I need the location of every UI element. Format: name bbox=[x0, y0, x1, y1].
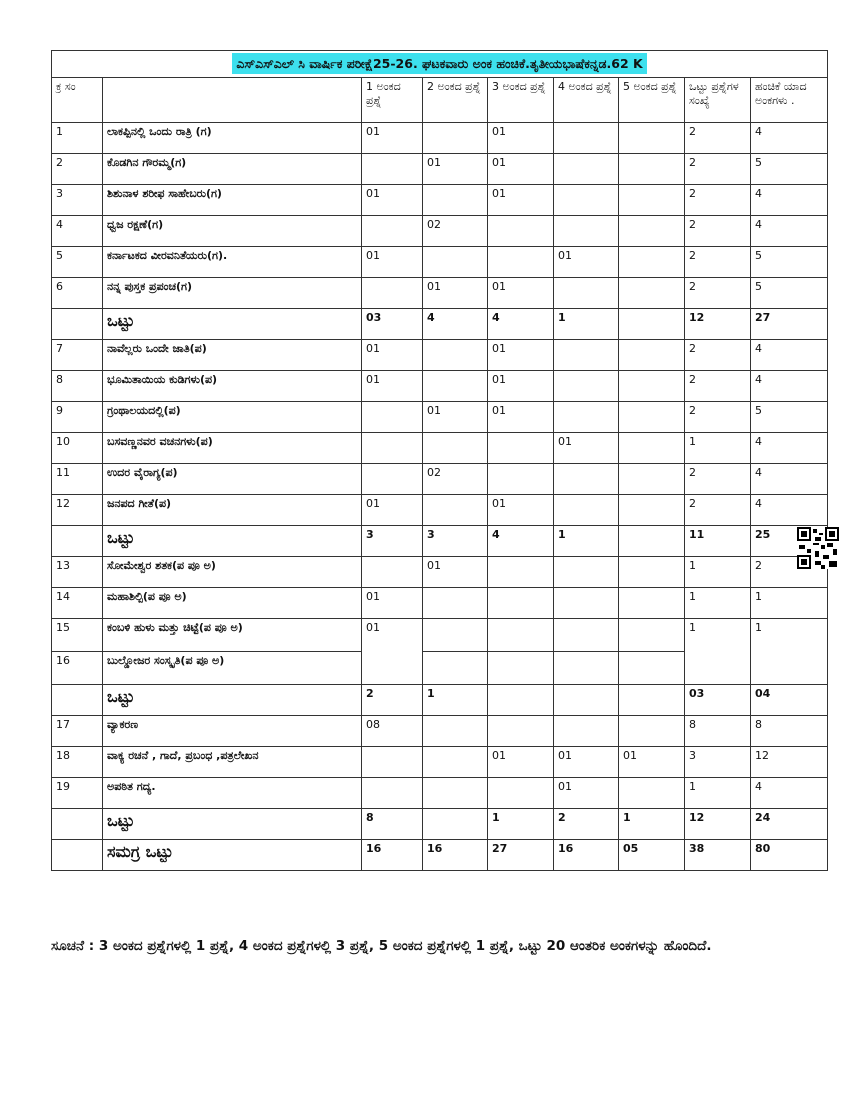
four-mark-cell: 2 bbox=[554, 809, 619, 840]
allotted-marks-cell: 4 bbox=[751, 464, 828, 495]
total-questions-cell: 2 bbox=[685, 154, 751, 185]
three-mark-cell bbox=[488, 464, 554, 495]
allotted-marks-cell: 27 bbox=[751, 309, 828, 340]
total-questions-cell: 2 bbox=[685, 216, 751, 247]
allotted-marks-cell: 24 bbox=[751, 809, 828, 840]
one-mark-cell bbox=[362, 778, 423, 809]
three-mark-cell: 01 bbox=[488, 154, 554, 185]
five-mark-cell bbox=[619, 685, 685, 716]
five-mark-cell bbox=[619, 123, 685, 154]
total-questions-cell: 2 bbox=[685, 185, 751, 216]
total-questions-cell: 2 bbox=[685, 402, 751, 433]
unit-name: ಲಾಕಪ್ಪಿನಲ್ಲಿ ಒಂದು ರಾತ್ರಿ (ಗ) bbox=[103, 123, 362, 154]
five-mark-cell bbox=[619, 778, 685, 809]
subtotal-row bbox=[52, 809, 828, 840]
serial-number: 8 bbox=[52, 371, 103, 402]
total-questions-cell: 38 bbox=[685, 840, 751, 871]
three-mark-cell bbox=[488, 778, 554, 809]
unit-name: ನನ್ನ ಪುಸ್ತಕ ಪ್ರಪಂಚ(ಗ) bbox=[103, 278, 362, 309]
two-mark-cell bbox=[423, 247, 488, 278]
table-row bbox=[52, 588, 828, 619]
unit-name: ಶಿಶುನಾಳ ಶರೀಫ ಸಾಹೇಬರು(ಗ) bbox=[103, 185, 362, 216]
total-questions-cell: 1 bbox=[685, 557, 751, 588]
five-mark-cell bbox=[619, 495, 685, 526]
total-questions-cell: 11 bbox=[685, 526, 751, 557]
serial-number: 4 bbox=[52, 216, 103, 247]
three-mark-cell: 01 bbox=[488, 185, 554, 216]
one-mark-cell: 16 bbox=[362, 840, 423, 871]
allotted-marks-cell: 80 bbox=[751, 840, 828, 871]
one-mark-cell: 08 bbox=[362, 716, 423, 747]
one-mark-cell bbox=[362, 216, 423, 247]
five-mark-cell bbox=[619, 340, 685, 371]
one-mark-cell: 01 bbox=[362, 588, 423, 619]
two-mark-cell bbox=[423, 619, 488, 652]
unit-name: ಗ್ರಂಥಾಲಯದಲ್ಲಿ(ಪ) bbox=[103, 402, 362, 433]
unit-name: ವಾಕ್ಯ ರಚನೆ , ಗಾದೆ, ಪ್ರಬಂಧ ,ಪತ್ರಲೇಖನ bbox=[103, 747, 362, 778]
serial-number: 1 bbox=[52, 123, 103, 154]
serial-number bbox=[52, 840, 103, 871]
table-row bbox=[52, 154, 828, 185]
unit-name: ಮಹಾಶಿಲ್ಪಿ(ಪ ಪೂ ಅ) bbox=[103, 588, 362, 619]
one-mark-cell: 8 bbox=[362, 809, 423, 840]
allotted-marks-cell: 4 bbox=[751, 495, 828, 526]
total-questions-cell: 2 bbox=[685, 464, 751, 495]
five-mark-cell bbox=[619, 619, 685, 652]
total-questions-cell: 2 bbox=[685, 123, 751, 154]
four-mark-cell bbox=[554, 371, 619, 402]
unit-name: ಕರ್ನಾಟಕದ ವೀರವನಿತೆಯರು(ಗ). bbox=[103, 247, 362, 278]
one-mark-cell: 2 bbox=[362, 685, 423, 716]
three-mark-cell bbox=[488, 619, 554, 652]
three-mark-cell: 01 bbox=[488, 340, 554, 371]
three-mark-cell: 01 bbox=[488, 371, 554, 402]
unit-name: ಉದರ ವೈರಾಗ್ಯ(ಪ) bbox=[103, 464, 362, 495]
five-mark-cell bbox=[619, 716, 685, 747]
total-questions-cell: 12 bbox=[685, 809, 751, 840]
header-5-mark: 5 ಅಂಕದ ಪ್ರಶ್ನೆ bbox=[619, 78, 685, 123]
header-unit bbox=[103, 78, 362, 123]
table-row bbox=[52, 619, 828, 652]
total-questions-cell: 12 bbox=[685, 309, 751, 340]
three-mark-cell: 27 bbox=[488, 840, 554, 871]
table-row bbox=[52, 371, 828, 402]
total-questions-cell: 2 bbox=[685, 495, 751, 526]
three-mark-cell bbox=[488, 433, 554, 464]
subtotal-row bbox=[52, 526, 828, 557]
five-mark-cell bbox=[619, 433, 685, 464]
two-mark-cell bbox=[423, 716, 488, 747]
total-questions-cell: 03 bbox=[685, 685, 751, 716]
serial-number: 18 bbox=[52, 747, 103, 778]
two-mark-cell: 02 bbox=[423, 216, 488, 247]
total-questions-cell: 3 bbox=[685, 747, 751, 778]
three-mark-cell: 01 bbox=[488, 123, 554, 154]
serial-number: 13 bbox=[52, 557, 103, 588]
four-mark-cell bbox=[554, 685, 619, 716]
table-row bbox=[52, 216, 828, 247]
five-mark-cell bbox=[619, 309, 685, 340]
five-mark-cell bbox=[619, 185, 685, 216]
serial-number: 15 bbox=[52, 619, 103, 652]
four-mark-cell bbox=[554, 716, 619, 747]
serial-number: 6 bbox=[52, 278, 103, 309]
allotted-marks-cell: 4 bbox=[751, 123, 828, 154]
allotted-marks-cell: 8 bbox=[751, 716, 828, 747]
four-mark-cell: 01 bbox=[554, 433, 619, 464]
serial-number bbox=[52, 309, 103, 340]
serial-number: 9 bbox=[52, 402, 103, 433]
table-row bbox=[52, 557, 828, 588]
allotted-marks-cell: 1 bbox=[751, 619, 828, 685]
two-mark-cell bbox=[423, 371, 488, 402]
four-mark-cell: 01 bbox=[554, 778, 619, 809]
five-mark-cell bbox=[619, 652, 685, 685]
allotted-marks-cell: 25 bbox=[751, 526, 828, 557]
five-mark-cell bbox=[619, 588, 685, 619]
serial-number: 5 bbox=[52, 247, 103, 278]
five-mark-cell bbox=[619, 464, 685, 495]
four-mark-cell: 01 bbox=[554, 247, 619, 278]
three-mark-cell bbox=[488, 247, 554, 278]
three-mark-cell bbox=[488, 557, 554, 588]
two-mark-cell: 01 bbox=[423, 402, 488, 433]
one-mark-cell: 01 bbox=[362, 495, 423, 526]
allotted-marks-cell: 2 bbox=[751, 557, 828, 588]
one-mark-cell: 03 bbox=[362, 309, 423, 340]
four-mark-cell bbox=[554, 340, 619, 371]
total-questions-cell: 1 bbox=[685, 433, 751, 464]
two-mark-cell bbox=[423, 433, 488, 464]
three-mark-cell bbox=[488, 652, 554, 685]
total-questions-cell: 2 bbox=[685, 247, 751, 278]
total-questions-cell: 1 bbox=[685, 619, 751, 685]
three-mark-cell: 01 bbox=[488, 747, 554, 778]
allotted-marks-cell: 4 bbox=[751, 340, 828, 371]
allotted-marks-cell: 4 bbox=[751, 778, 828, 809]
five-mark-cell bbox=[619, 557, 685, 588]
unit-name: ಒಟ್ಟು bbox=[103, 809, 362, 840]
unit-name: ಒಟ್ಟು bbox=[103, 685, 362, 716]
three-mark-cell: 01 bbox=[488, 278, 554, 309]
allotted-marks-cell: 1 bbox=[751, 588, 828, 619]
one-mark-cell bbox=[362, 747, 423, 778]
grand-total-row bbox=[52, 840, 828, 871]
table-row bbox=[52, 778, 828, 809]
allotted-marks-cell: 4 bbox=[751, 185, 828, 216]
four-mark-cell bbox=[554, 652, 619, 685]
five-mark-cell bbox=[619, 247, 685, 278]
two-mark-cell: 02 bbox=[423, 464, 488, 495]
blueprint-table bbox=[51, 50, 828, 871]
unit-name: ಅಪಠಿತ ಗದ್ಯ. bbox=[103, 778, 362, 809]
five-mark-cell: 05 bbox=[619, 840, 685, 871]
unit-name: ಸಮಗ್ರ ಒಟ್ಟು bbox=[103, 840, 362, 871]
four-mark-cell: 16 bbox=[554, 840, 619, 871]
table-row bbox=[52, 402, 828, 433]
total-questions-cell: 1 bbox=[685, 778, 751, 809]
unit-name: ಬುಲ್ಡೋಜರ ಸಂಸ್ಕೃತಿ(ಪ ಪೂ ಅ) bbox=[103, 652, 362, 685]
header-total-questions: ಒಟ್ಟು ಪ್ರಶ್ನೆಗಳ ಸಂಖ್ಯೆ bbox=[685, 78, 751, 123]
five-mark-cell bbox=[619, 278, 685, 309]
five-mark-cell bbox=[619, 526, 685, 557]
two-mark-cell bbox=[423, 340, 488, 371]
two-mark-cell bbox=[423, 778, 488, 809]
one-mark-cell bbox=[362, 464, 423, 495]
four-mark-cell bbox=[554, 216, 619, 247]
serial-number: 3 bbox=[52, 185, 103, 216]
document-title: ಎಸ್ಎಸ್ಎಲ್ ಸಿ ವಾರ್ಷಿಕ ಪರೀಕ್ಷೆ25-26. ಘಟಕವಾರು ಅಂಕ ಹಂಚಿಕೆ.ತೃತೀಯಭಾಷೆಕನ್ನಡ.62 K bbox=[232, 53, 646, 74]
table-row bbox=[52, 123, 828, 154]
header-allotted-marks: ಹಂಚಿಕೆ ಯಾದ ಅಂಕಗಳು . bbox=[751, 78, 828, 123]
allotted-marks-cell: 12 bbox=[751, 747, 828, 778]
serial-number: 11 bbox=[52, 464, 103, 495]
one-mark-cell: 01 bbox=[362, 247, 423, 278]
three-mark-cell bbox=[488, 685, 554, 716]
unit-name: ವ್ಯಾಕರಣ bbox=[103, 716, 362, 747]
four-mark-cell bbox=[554, 495, 619, 526]
header-1-mark: 1 ಅಂಕದ ಪ್ರಶ್ನೆ bbox=[362, 78, 423, 123]
two-mark-cell: 1 bbox=[423, 685, 488, 716]
table-row bbox=[52, 340, 828, 371]
table-row bbox=[52, 747, 828, 778]
header-2-mark: 2 ಅಂಕದ ಪ್ರಶ್ನೆ bbox=[423, 78, 488, 123]
two-mark-cell bbox=[423, 588, 488, 619]
table-row bbox=[52, 464, 828, 495]
two-mark-cell: 16 bbox=[423, 840, 488, 871]
one-mark-cell bbox=[362, 402, 423, 433]
four-mark-cell: 1 bbox=[554, 526, 619, 557]
allotted-marks-cell: 5 bbox=[751, 154, 828, 185]
serial-number: 14 bbox=[52, 588, 103, 619]
table-row bbox=[52, 433, 828, 464]
qr-code-icon bbox=[797, 527, 839, 569]
four-mark-cell bbox=[554, 185, 619, 216]
two-mark-cell bbox=[423, 123, 488, 154]
allotted-marks-cell: 4 bbox=[751, 216, 828, 247]
serial-number bbox=[52, 526, 103, 557]
two-mark-cell bbox=[423, 652, 488, 685]
four-mark-cell bbox=[554, 619, 619, 652]
table-row bbox=[52, 495, 828, 526]
four-mark-cell: 01 bbox=[554, 747, 619, 778]
unit-name: ನಾವೆಲ್ಲರು ಒಂದೇ ಜಾತಿ(ಪ) bbox=[103, 340, 362, 371]
four-mark-cell bbox=[554, 278, 619, 309]
four-mark-cell: 1 bbox=[554, 309, 619, 340]
serial-number: 7 bbox=[52, 340, 103, 371]
four-mark-cell bbox=[554, 557, 619, 588]
two-mark-cell: 01 bbox=[423, 557, 488, 588]
five-mark-cell: 1 bbox=[619, 809, 685, 840]
total-questions-cell: 1 bbox=[685, 588, 751, 619]
one-mark-cell: 3 bbox=[362, 526, 423, 557]
unit-name: ಕಂಬಳಿ ಹುಳು ಮತ್ತು ಚಿಟ್ಟೆ(ಪ ಪೂ ಅ) bbox=[103, 619, 362, 652]
unit-name: ಭೂಮಿತಾಯಿಯ ಕುಡಿಗಳು(ಪ) bbox=[103, 371, 362, 402]
table-row bbox=[52, 185, 828, 216]
unit-name: ಬಸವಣ್ಣನವರ ವಚನಗಳು(ಪ) bbox=[103, 433, 362, 464]
unit-name: ಸೋಮೇಶ್ವರ ಶತಕ(ಪ ಪೂ ಅ) bbox=[103, 557, 362, 588]
serial-number: 16 bbox=[52, 652, 103, 685]
three-mark-cell: 1 bbox=[488, 809, 554, 840]
five-mark-cell bbox=[619, 402, 685, 433]
three-mark-cell: 4 bbox=[488, 309, 554, 340]
two-mark-cell: 01 bbox=[423, 154, 488, 185]
serial-number: 12 bbox=[52, 495, 103, 526]
unit-name: ಕೊಡಗಿನ ಗೌರಮ್ಮ(ಗ) bbox=[103, 154, 362, 185]
one-mark-cell bbox=[362, 278, 423, 309]
three-mark-cell: 01 bbox=[488, 495, 554, 526]
serial-number bbox=[52, 685, 103, 716]
three-mark-cell bbox=[488, 216, 554, 247]
unit-name: ಧ್ವಜ ರಕ್ಷಣೆ(ಗ) bbox=[103, 216, 362, 247]
serial-number bbox=[52, 809, 103, 840]
serial-number: 17 bbox=[52, 716, 103, 747]
allotted-marks-cell: 4 bbox=[751, 433, 828, 464]
three-mark-cell bbox=[488, 716, 554, 747]
allotted-marks-cell: 4 bbox=[751, 371, 828, 402]
three-mark-cell: 4 bbox=[488, 526, 554, 557]
unit-name: ಒಟ್ಟು bbox=[103, 526, 362, 557]
two-mark-cell: 4 bbox=[423, 309, 488, 340]
three-mark-cell: 01 bbox=[488, 402, 554, 433]
two-mark-cell bbox=[423, 809, 488, 840]
total-questions-cell: 8 bbox=[685, 716, 751, 747]
note-text: ಸೂಚನೆ : 3 ಅಂಕದ ಪ್ರಶ್ನೆಗಳಲ್ಲಿ 1 ಪ್ರಶ್ನೆ, 4 ಅಂಕದ ಪ್ರಶ್ನೆಗಳಲ್ಲಿ 3 ಪ್ರಶ್ನೆ, 5 ಅಂಕದ ಪ್ರಶ್ನೆಗಳಲ್ಲಿ 1 ಪ್ರಶ್ನೆ, ಒಟ್ಟು 20 ಆಂತರಿಕ ಅಂಕಗಳನ್ನು ಹೊಂದಿದೆ. bbox=[51, 938, 712, 954]
four-mark-cell bbox=[554, 402, 619, 433]
serial-number: 2 bbox=[52, 154, 103, 185]
one-mark-cell: 01 bbox=[362, 371, 423, 402]
four-mark-cell bbox=[554, 588, 619, 619]
five-mark-cell: 01 bbox=[619, 747, 685, 778]
one-mark-cell bbox=[362, 433, 423, 464]
one-mark-cell: 01 bbox=[362, 123, 423, 154]
two-mark-cell bbox=[423, 495, 488, 526]
allotted-marks-cell: 5 bbox=[751, 247, 828, 278]
four-mark-cell bbox=[554, 123, 619, 154]
subtotal-row bbox=[52, 309, 828, 340]
serial-number: 19 bbox=[52, 778, 103, 809]
header-3-mark: 3 ಅಂಕದ ಪ್ರಶ್ನೆ bbox=[488, 78, 554, 123]
header-4-mark: 4 ಅಂಕದ ಪ್ರಶ್ನೆ bbox=[554, 78, 619, 123]
one-mark-cell bbox=[362, 154, 423, 185]
unit-name: ಒಟ್ಟು bbox=[103, 309, 362, 340]
two-mark-cell: 3 bbox=[423, 526, 488, 557]
one-mark-cell: 01 bbox=[362, 185, 423, 216]
serial-number: 10 bbox=[52, 433, 103, 464]
table-row bbox=[52, 716, 828, 747]
header-serial: ಕ್ರ ಸಂ bbox=[52, 78, 103, 123]
four-mark-cell bbox=[554, 154, 619, 185]
one-mark-cell: 01 bbox=[362, 340, 423, 371]
four-mark-cell bbox=[554, 464, 619, 495]
five-mark-cell bbox=[619, 154, 685, 185]
allotted-marks-cell: 5 bbox=[751, 402, 828, 433]
one-mark-cell: 01 bbox=[362, 619, 423, 685]
table-row bbox=[52, 278, 828, 309]
header-row bbox=[52, 78, 828, 123]
total-questions-cell: 2 bbox=[685, 278, 751, 309]
table-row bbox=[52, 247, 828, 278]
one-mark-cell bbox=[362, 557, 423, 588]
five-mark-cell bbox=[619, 371, 685, 402]
three-mark-cell bbox=[488, 588, 554, 619]
two-mark-cell: 01 bbox=[423, 278, 488, 309]
total-questions-cell: 2 bbox=[685, 371, 751, 402]
allotted-marks-cell: 5 bbox=[751, 278, 828, 309]
allotted-marks-cell: 04 bbox=[751, 685, 828, 716]
two-mark-cell bbox=[423, 185, 488, 216]
subtotal-row bbox=[52, 685, 828, 716]
table-title-cell bbox=[52, 51, 828, 78]
unit-name: ಜನಪದ ಗೀತೆ(ಪ) bbox=[103, 495, 362, 526]
two-mark-cell bbox=[423, 747, 488, 778]
total-questions-cell: 2 bbox=[685, 340, 751, 371]
five-mark-cell bbox=[619, 216, 685, 247]
